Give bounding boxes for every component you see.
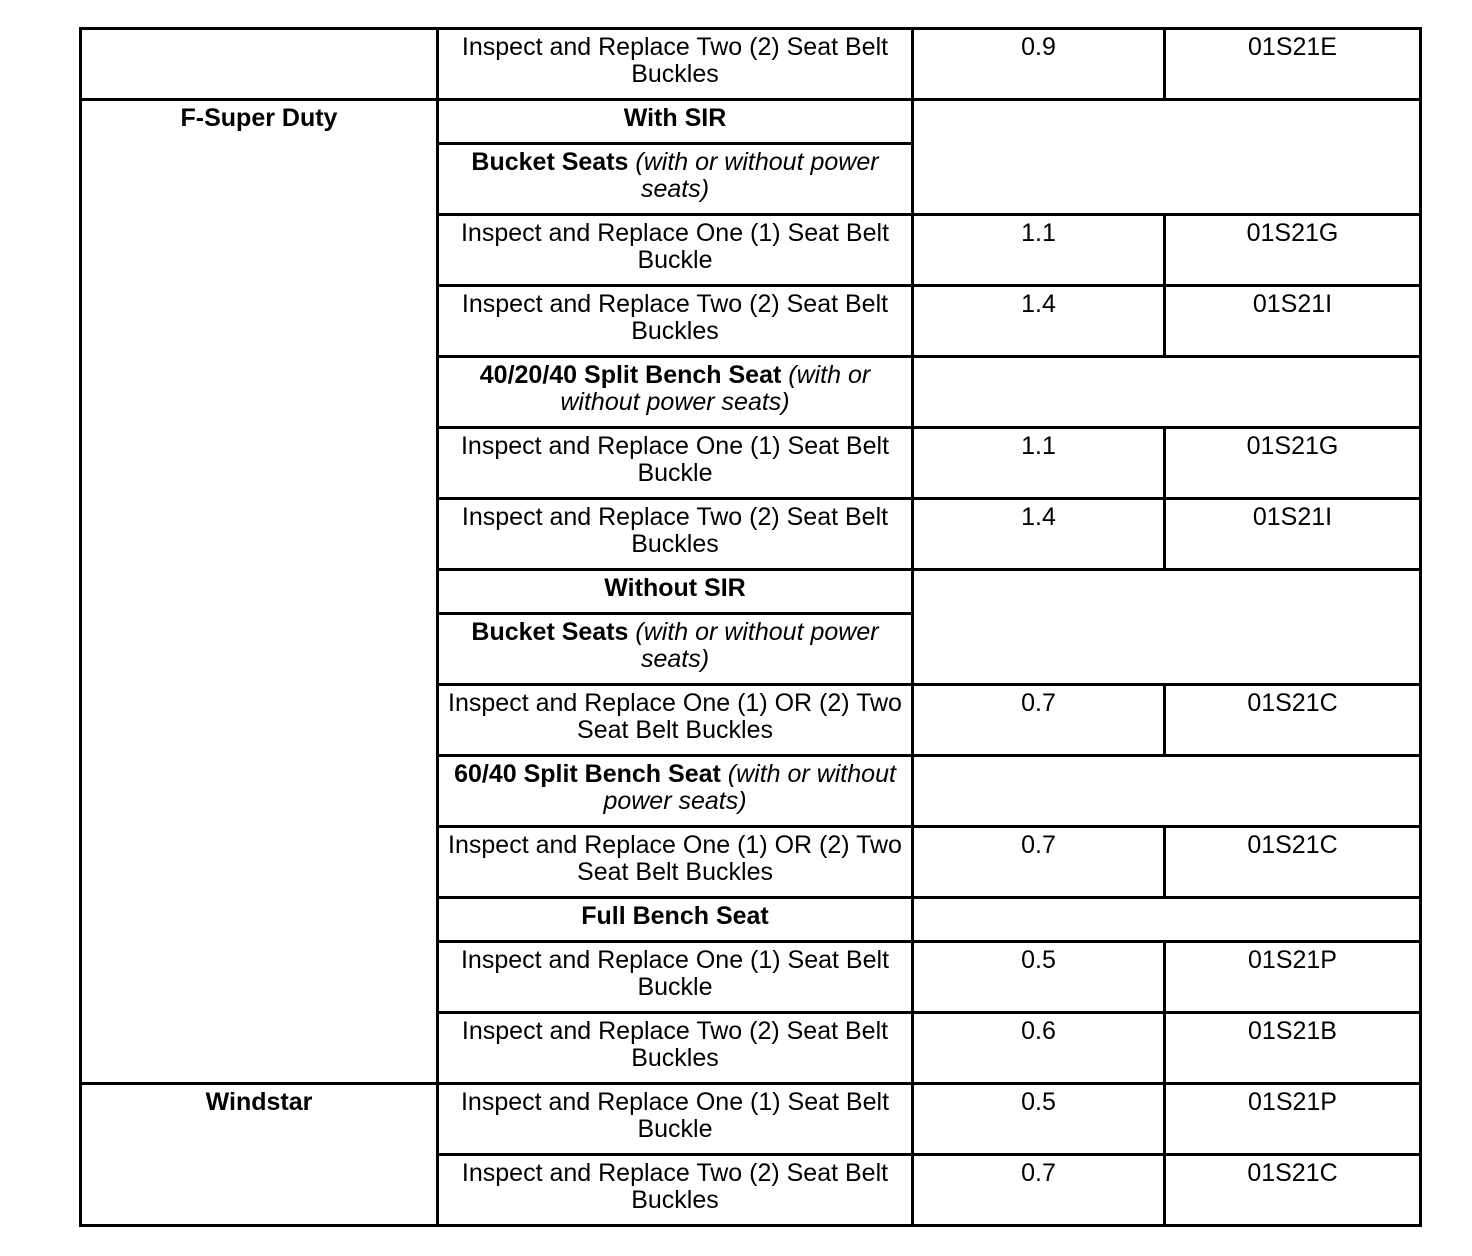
model-name-windstar: Windstar [81, 1084, 438, 1226]
blank-cell [913, 570, 1421, 685]
operation-description: Inspect and Replace One (1) Seat Belt Buckle [438, 1084, 913, 1155]
labor-time: 0.7 [913, 685, 1165, 756]
blank-cell [913, 357, 1421, 428]
operation-code: 01S21E [1165, 29, 1421, 100]
operation-code: 01S21B [1165, 1013, 1421, 1084]
operation-description: Inspect and Replace One (1) Seat Belt Buckle [438, 942, 913, 1013]
labor-time: 1.4 [913, 286, 1165, 357]
model-name-f-super-duty: F-Super Duty [81, 100, 438, 1084]
operation-code: 01S21I [1165, 499, 1421, 570]
blank-cell [913, 100, 1421, 215]
labor-time: 0.7 [913, 827, 1165, 898]
operation-description: Inspect and Replace Two (2) Seat Belt Buckles [438, 499, 913, 570]
operation-description: Inspect and Replace Two (2) Seat Belt Buckles [438, 29, 913, 100]
labor-time: 0.9 [913, 29, 1165, 100]
blank-cell [913, 898, 1421, 942]
table-row [81, 29, 1421, 100]
operation-description: Inspect and Replace Two (2) Seat Belt Buckles [438, 1155, 913, 1226]
operation-code: 01S21C [1165, 685, 1421, 756]
labor-time: 0.6 [913, 1013, 1165, 1084]
operation-code: 01S21P [1165, 1084, 1421, 1155]
operation-description: Inspect and Replace One (1) OR (2) Two Seat Belt Buckles [438, 685, 913, 756]
section-heading-without-sir: Without SIR [438, 570, 913, 614]
seat-type-heading: Bucket Seats (with or without power seats) [438, 144, 913, 215]
operation-code: 01S21G [1165, 428, 1421, 499]
labor-time: 0.7 [913, 1155, 1165, 1226]
labor-time: 1.1 [913, 215, 1165, 286]
section-heading-with-sir: With SIR [438, 100, 913, 144]
labor-time-table-page [79, 27, 1419, 1231]
operation-code: 01S21C [1165, 827, 1421, 898]
model-cell-empty [81, 29, 438, 100]
table-row [81, 100, 1421, 144]
operation-description: Inspect and Replace Two (2) Seat Belt Buckles [438, 286, 913, 357]
table-row [81, 1084, 1421, 1155]
operation-code: 01S21C [1165, 1155, 1421, 1226]
operation-code: 01S21I [1165, 286, 1421, 357]
blank-cell [913, 756, 1421, 827]
operation-description: Inspect and Replace Two (2) Seat Belt Buckles [438, 1013, 913, 1084]
seat-type-heading: 60/40 Split Bench Seat (with or without power seats) [438, 756, 913, 827]
operation-code: 01S21P [1165, 942, 1421, 1013]
seat-type-heading-full-bench: Full Bench Seat [438, 898, 913, 942]
operation-description: Inspect and Replace One (1) Seat Belt Buckle [438, 215, 913, 286]
labor-time: 0.5 [913, 942, 1165, 1013]
labor-time: 1.4 [913, 499, 1165, 570]
labor-time: 1.1 [913, 428, 1165, 499]
seat-type-heading: Bucket Seats (with or without power seats) [438, 614, 913, 685]
operation-code: 01S21G [1165, 215, 1421, 286]
operation-description: Inspect and Replace One (1) Seat Belt Buckle [438, 428, 913, 499]
labor-time-table [79, 27, 1422, 1227]
labor-time: 0.5 [913, 1084, 1165, 1155]
seat-type-heading: 40/20/40 Split Bench Seat (with or without power seats) [438, 357, 913, 428]
operation-description: Inspect and Replace One (1) OR (2) Two Seat Belt Buckles [438, 827, 913, 898]
